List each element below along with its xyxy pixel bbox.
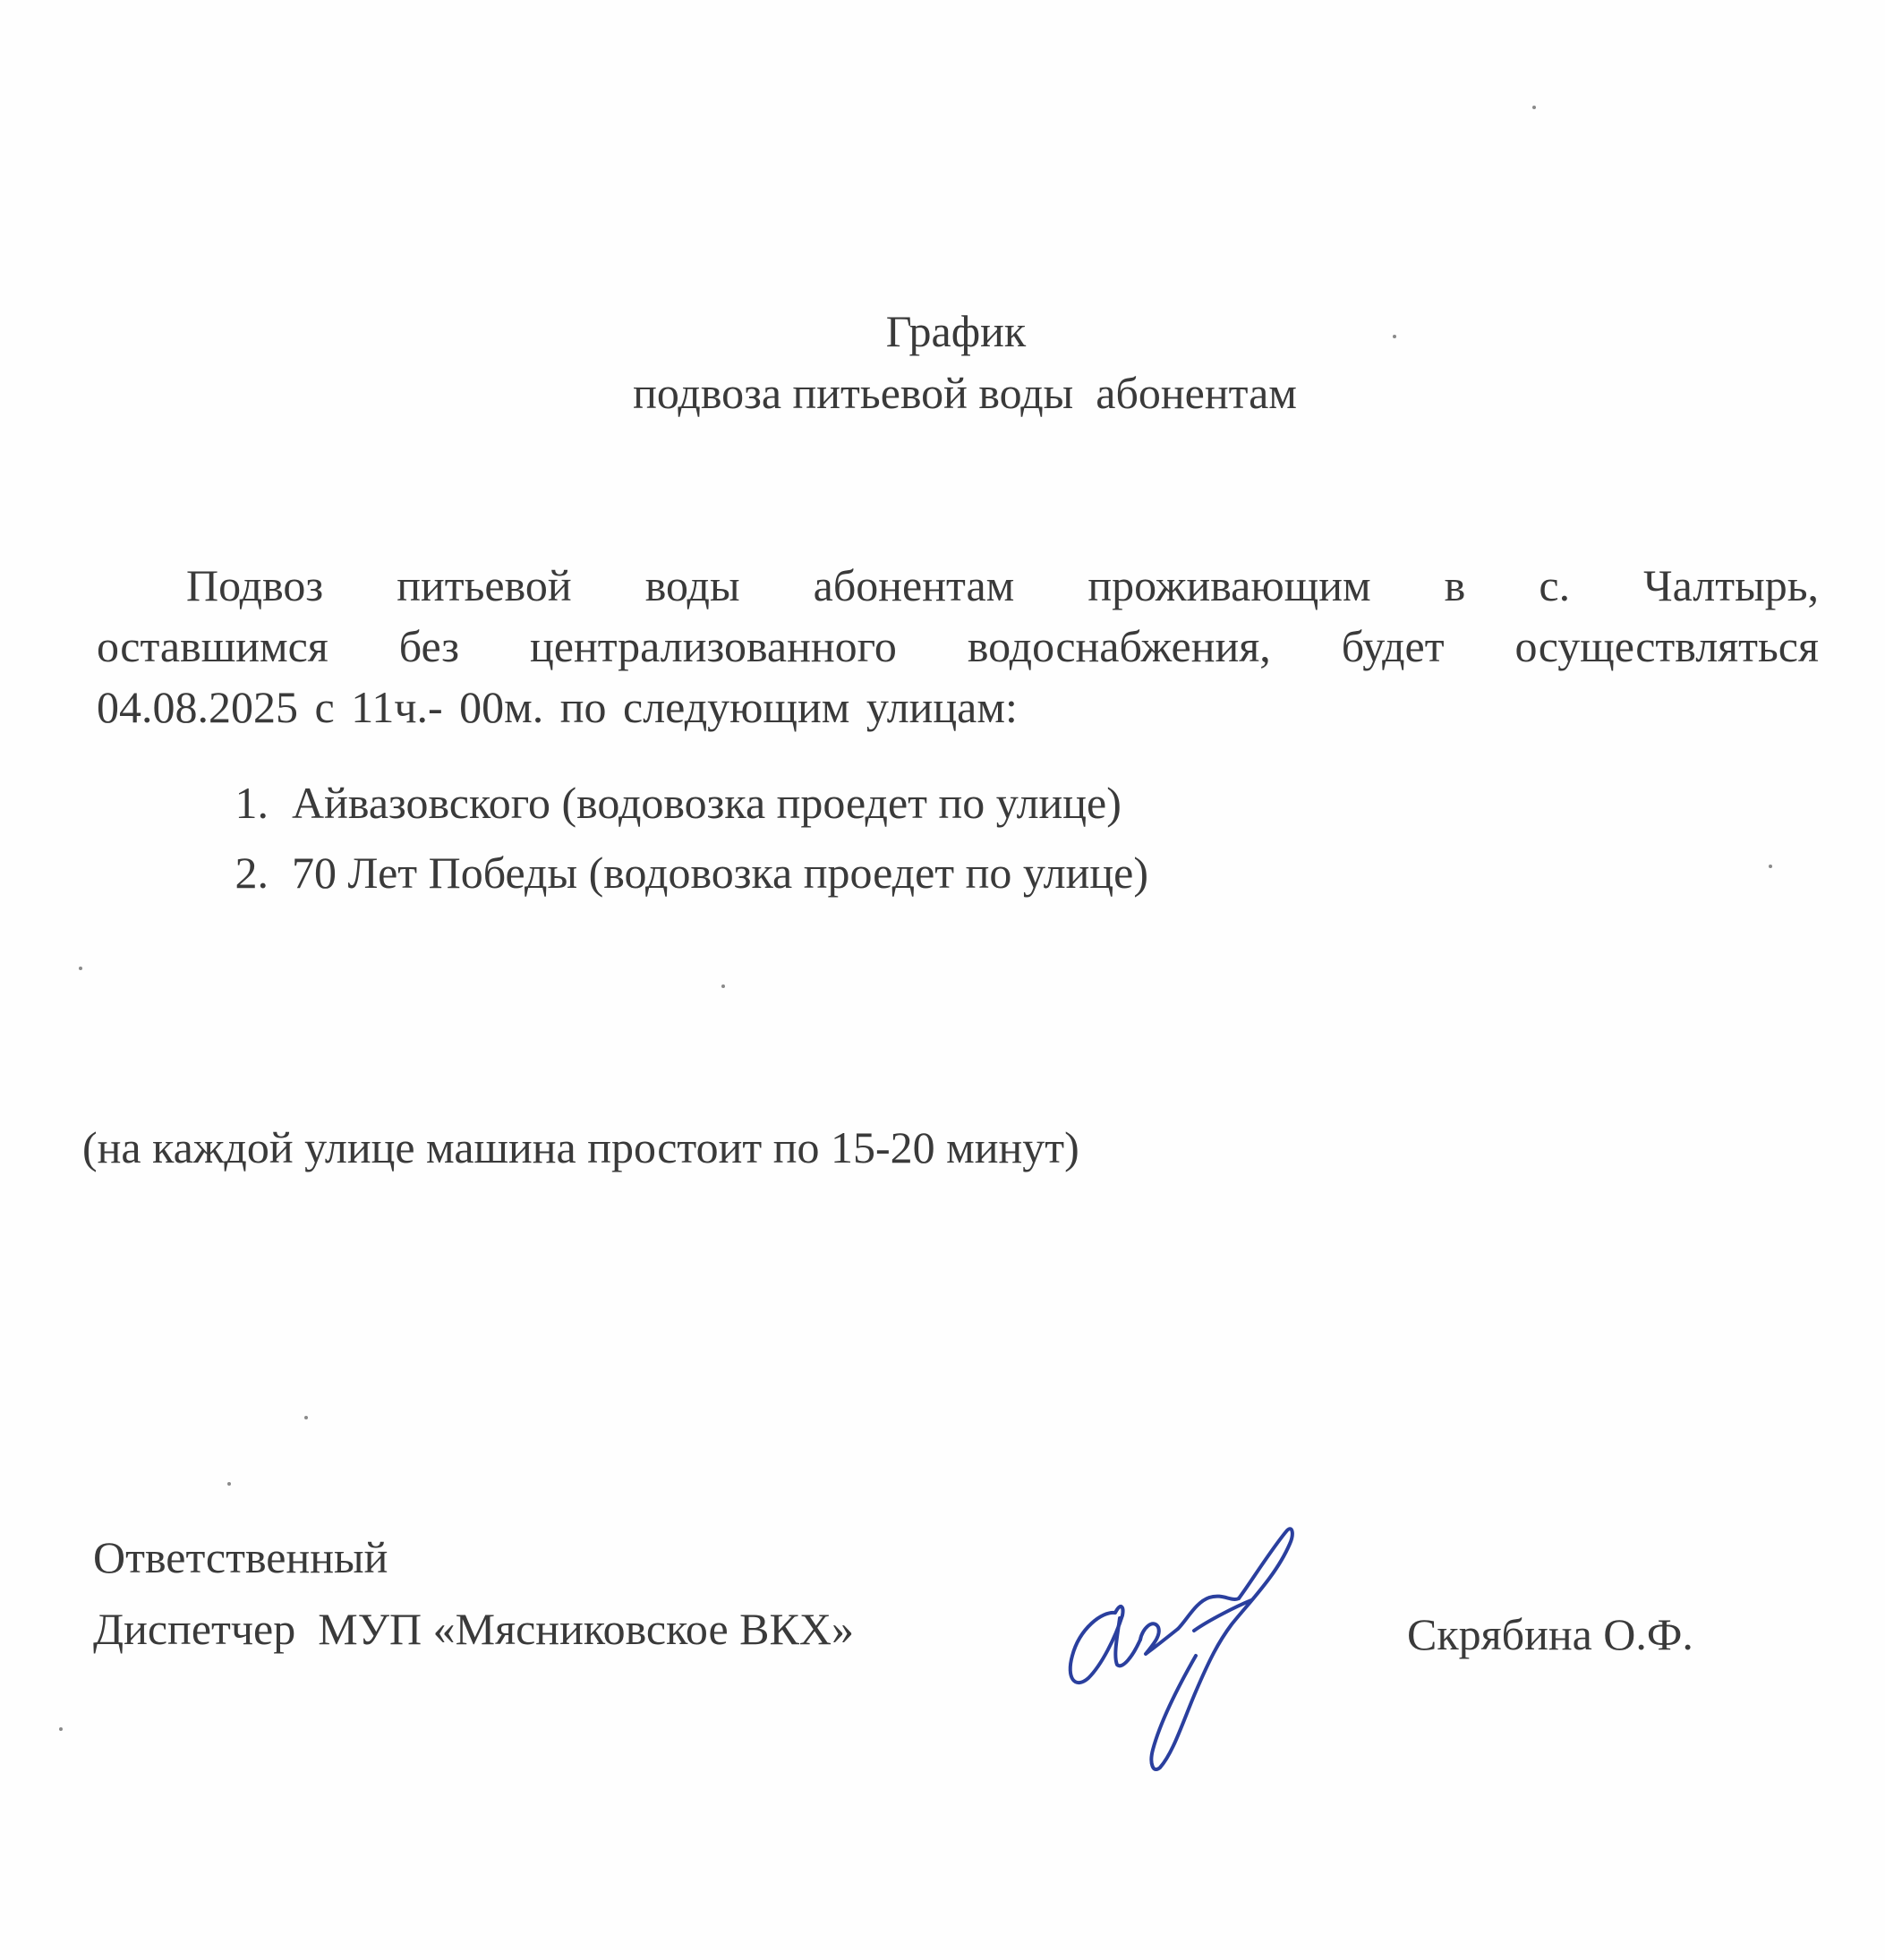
document-title: График: [885, 306, 1027, 356]
responsible-title: Ответственный: [93, 1532, 388, 1582]
streets-list: [215, 768, 1148, 908]
scan-speck: [1532, 106, 1536, 109]
scan-speck: [721, 984, 725, 988]
responsible-name: Скрябина О.Ф.: [1407, 1609, 1693, 1659]
handwritten-signature-icon: [1053, 1513, 1321, 1772]
body-paragraph: [97, 555, 1819, 737]
body-line-2: оставшимся без централизованного водоснабжения, будет осуществляться: [97, 621, 1819, 671]
list-item-number: 2.: [235, 848, 269, 898]
waiting-time-note: (на каждой улице машина простоит по 15-20 минут): [82, 1122, 1079, 1172]
list-item: [215, 838, 1148, 908]
body-line-1: Подвоз питьевой воды абонентам проживающим в с. Чалтырь,: [186, 560, 1819, 610]
scan-speck: [227, 1482, 231, 1486]
list-item-text: Айвазовского (водовозка проедет по улице): [292, 778, 1122, 828]
responsible-organization: Диспетчер МУП «Мясниковское ВКХ»: [93, 1604, 854, 1654]
scan-speck: [79, 967, 82, 970]
document-subtitle: подвоза питьевой воды абонентам: [633, 368, 1297, 418]
scan-speck: [304, 1416, 308, 1419]
scan-speck: [1393, 335, 1396, 338]
list-item: [215, 768, 1148, 838]
body-line-3: 04.08.2025 с 11ч.- 00м. по следующим улицам:: [97, 682, 1018, 732]
scan-speck: [59, 1727, 63, 1731]
list-item-text: 70 Лет Победы (водовозка проедет по улице): [292, 848, 1148, 898]
list-item-number: 1.: [235, 778, 269, 828]
scan-speck: [1769, 865, 1772, 868]
